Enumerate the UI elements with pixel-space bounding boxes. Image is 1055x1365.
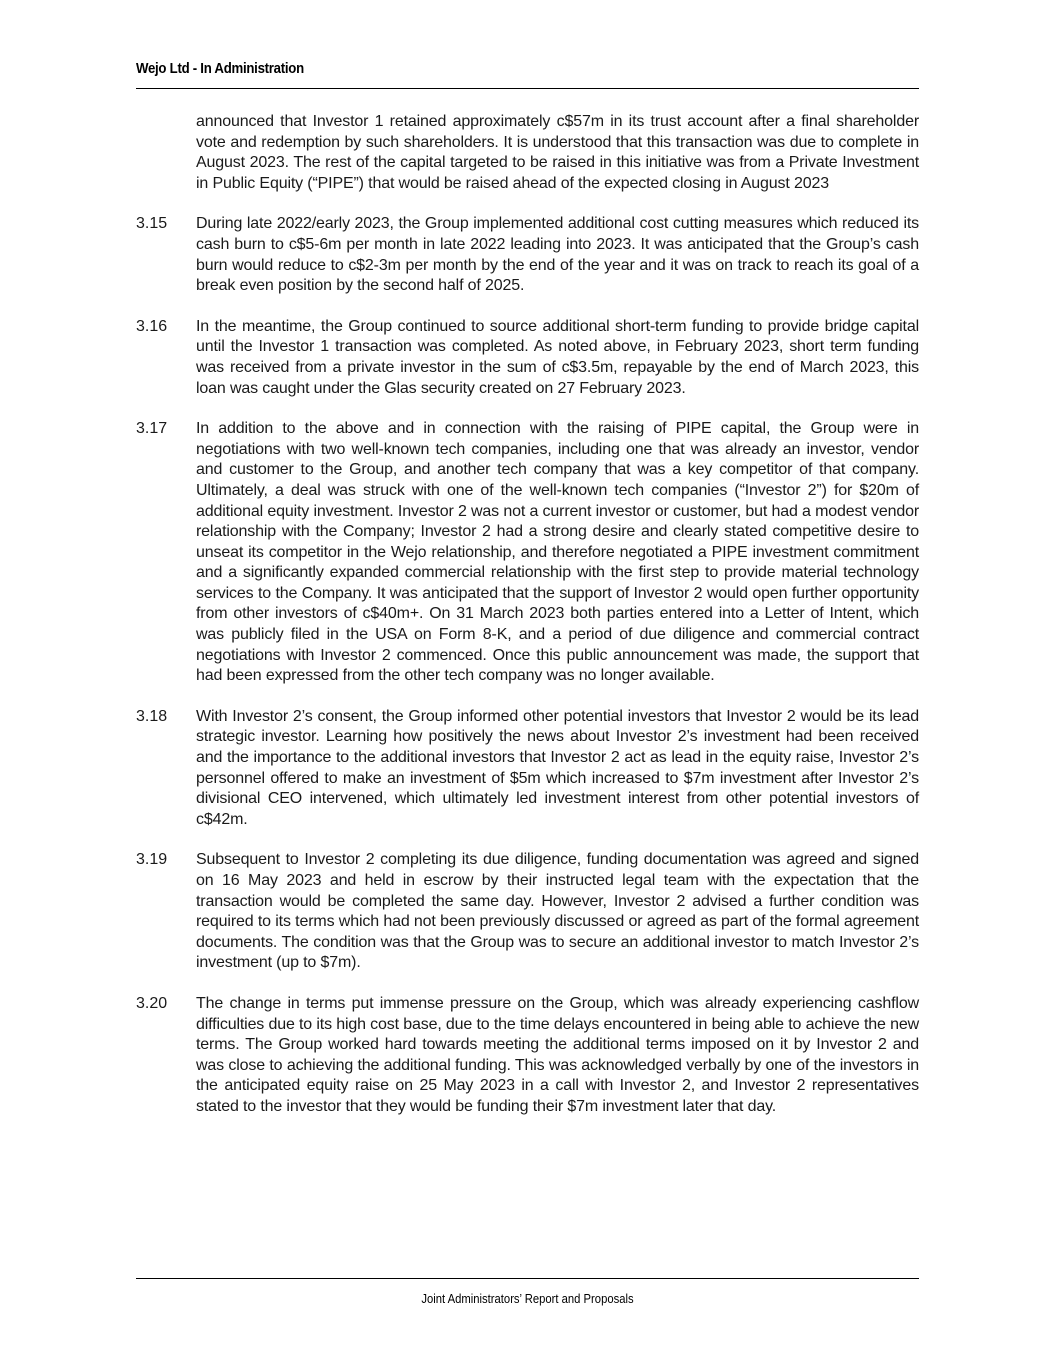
- document-title: Wejo Ltd - In Administration: [136, 60, 304, 77]
- page-footer: Joint Administrators’ Report and Proposals: [421, 1292, 634, 1306]
- paragraph-text: In addition to the above and in connection with the raising of PIPE capital, the Group were in negotiations with two well-known tech companies, including one that was already an investor, vendor and customer to the Group, and another tech company that was a key competitor of that company. Ultimately, a deal was struck with one of the well-known tech companies (“Investor 2”) for $20m of additional equity investment. Investor 2 was not a current investor or customer, but had a modest vendor relationship with the Company; Investor 2 had a strong desire and clearly stated competitive desire to unseat its competitor in the Wejo relationship, and therefore negotiated a PIPE investment commitment and a significantly expanded commercial relationship with the first step to provide material technology services to the Company. It was anticipated that the support of Investor 2 would open further opportunity from other investors of c$40m+. On 31 March 2023 both parties entered into a Letter of Intent, which was publicly filed in the USA on Form 8-K, and a period of due diligence and commercial contract negotiations with Investor 2 commenced. Once this public announcement was made, the support that had been expressed from the other tech company was no longer available.: [196, 420, 919, 685]
- paragraph-text: In the meantime, the Group continued to source additional short-term funding to provide bridge capital until the Investor 1 transaction was completed. As noted above, in February 2023, short term funding was received from a private investor in the sum of c$3.5m, repayable by the end of March 2023, this loan was caught under the Glas security created on 27 February 2023.: [196, 317, 919, 397]
- paragraph-text: With Investor 2’s consent, the Group informed other potential investors that Investor 2 would be its lead strategic investor. Learning how positively the news about Investor 2’s investment had been received and the importance to the additional investors that Investor 2 act as lead in the equity raise, Investor 2’s personnel offered to make an investment of $5m which increased to $7m investment after Investor 2’s divisional CEO intervened, which ultimately led investment interest from other potential investors of c$42m.: [196, 707, 919, 828]
- paragraph-text: Subsequent to Investor 2 completing its due diligence, funding documentation was agreed and signed on 16 May 2023 and held in escrow by their instructed legal team with the expectation that the transaction would be completed the same day. However, Investor 2 advised a further condition was required to its terms which had not been previously discussed or agreed as part of the formal agreement documents. The condition was that the Group was to secure an additional investor to match Investor 2’s investment (up to $7m).: [196, 851, 919, 972]
- document-body: [136, 112, 919, 1138]
- paragraph-number: 3.19: [136, 851, 168, 869]
- paragraph-number: 3.15: [136, 215, 168, 233]
- paragraph-3-20: [136, 994, 919, 1118]
- paragraph-3-19: [136, 850, 919, 974]
- footer-divider: [136, 1278, 919, 1279]
- paragraph-3-17: [136, 419, 919, 687]
- paragraph-text: During late 2022/early 2023, the Group implemented additional cost cutting measures which reduced its cash burn to c$5-6m per month in late 2022 leading into 2023. It was anticipated that the Group’s cash burn would reduce to c$2-3m per month by the end of the year and it was on track to reach its goal of a break even position by the second half of 2025.: [196, 215, 919, 295]
- paragraph-number: 3.16: [136, 317, 168, 335]
- paragraph-3-18: [136, 707, 919, 831]
- paragraph-3-15: [136, 214, 919, 296]
- paragraph-number: 3.20: [136, 994, 168, 1012]
- paragraph-text: announced that Investor 1 retained approximately c$57m in its trust account after a final shareholder vote and redemption by such shareholders. It is understood that this transaction was due to complete in August 2023. The rest of the capital targeted to be raised in this initiative was from a Private Investment in Public Equity (“PIPE”) that would be raised ahead of the expected closing in August 2023: [196, 113, 919, 192]
- paragraph-number: 3.17: [136, 420, 168, 438]
- paragraph-3-16: [136, 317, 919, 399]
- paragraph-number: 3.18: [136, 707, 168, 725]
- paragraph-text: The change in terms put immense pressure on the Group, which was already experiencing cashflow difficulties due to its high cost base, due to the time delays encountered in being able to achieve the new terms. The Group worked hard towards meeting the additional terms imposed on it by Investor 2 and was close to achieving the additional funding. This was acknowledged verbally by one of the investors in the anticipated equity raise on 25 May 2023 in a call with Investor 2, and Investor 2 representatives stated to the investor that they would be funding their $7m investment later that day.: [196, 994, 919, 1115]
- paragraph-continuation: [136, 112, 919, 194]
- page-header: [136, 58, 919, 89]
